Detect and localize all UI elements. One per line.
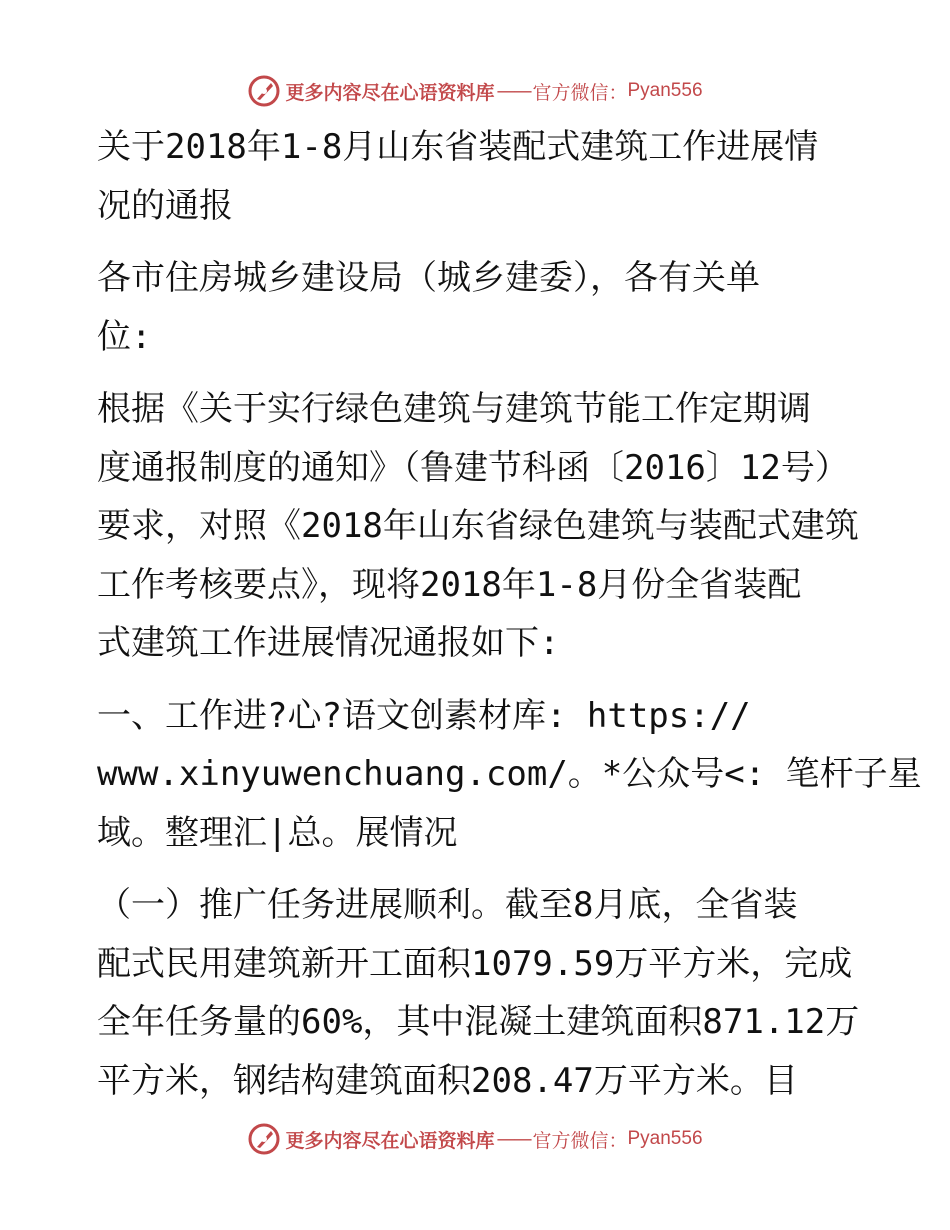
document-body: [97, 118, 922, 1110]
paragraph-line: 要求，对照《2018年山东省绿色建筑与装配式建筑: [97, 506, 859, 546]
watermark-dash: ——: [496, 80, 531, 102]
paragraph-line: 域。整理汇|总。展情况: [97, 812, 458, 853]
paragraph-line: 各市住房城乡建设局（城乡建委），各有关单: [97, 258, 760, 298]
paragraph-line: www.xinyuwenchuang.com/。*公众号<: 笔杆子星: [97, 754, 922, 794]
watermark-wechat-id: Pyan556: [627, 1128, 703, 1149]
section-heading: [97, 687, 922, 863]
quill-logo-icon: [247, 1122, 281, 1156]
paragraph-line: 全年任务量的60%，其中混凝土建筑面积871.12万: [97, 1002, 860, 1042]
paragraph-line: 平方米，钢结构建筑面积208.47万平方米。目: [97, 1060, 798, 1101]
document-title: [97, 118, 867, 235]
paragraph-line: 配式民用建筑新开工面积1079.59万平方米，完成: [97, 943, 853, 984]
quill-logo-icon: [247, 74, 281, 108]
paragraph-line: 式建筑工作进展情况通报如下:: [97, 623, 560, 663]
watermark-dash: ——: [496, 1128, 531, 1150]
intro-paragraph: [97, 380, 867, 673]
paragraph-line: 位:: [97, 316, 152, 357]
watermark-footer: [0, 1119, 950, 1159]
watermark-header: [0, 71, 950, 111]
watermark-main-text: 更多内容尽在心语资料库: [285, 1129, 495, 1152]
watermark-wechat-label: 官方微信：: [532, 1129, 628, 1152]
watermark-wechat-id: Pyan556: [627, 80, 703, 101]
paragraph-line: 度通报制度的通知》（鲁建节科函〔2016〕12号）: [97, 447, 849, 488]
watermark-wechat-label: 官方微信：: [532, 81, 628, 104]
paragraph-line: 一、工作进?心?语文创素材库: https://: [97, 695, 751, 736]
paragraph-line: （一）推广任务进展顺利。截至8月底，全省装: [97, 885, 798, 925]
watermark-main-text: 更多内容尽在心语资料库: [285, 81, 495, 104]
salutation: [97, 249, 867, 366]
title-line: 关于2018年1-8月山东省装配式建筑工作进展情: [97, 127, 819, 167]
title-line: 况的通报: [97, 185, 233, 226]
paragraph-line: 工作考核要点》，现将2018年1-8月份全省装配: [97, 564, 802, 605]
paragraph-line: 根据《关于实行绿色建筑与建筑节能工作定期调: [97, 389, 811, 429]
progress-paragraph: [97, 876, 867, 1110]
